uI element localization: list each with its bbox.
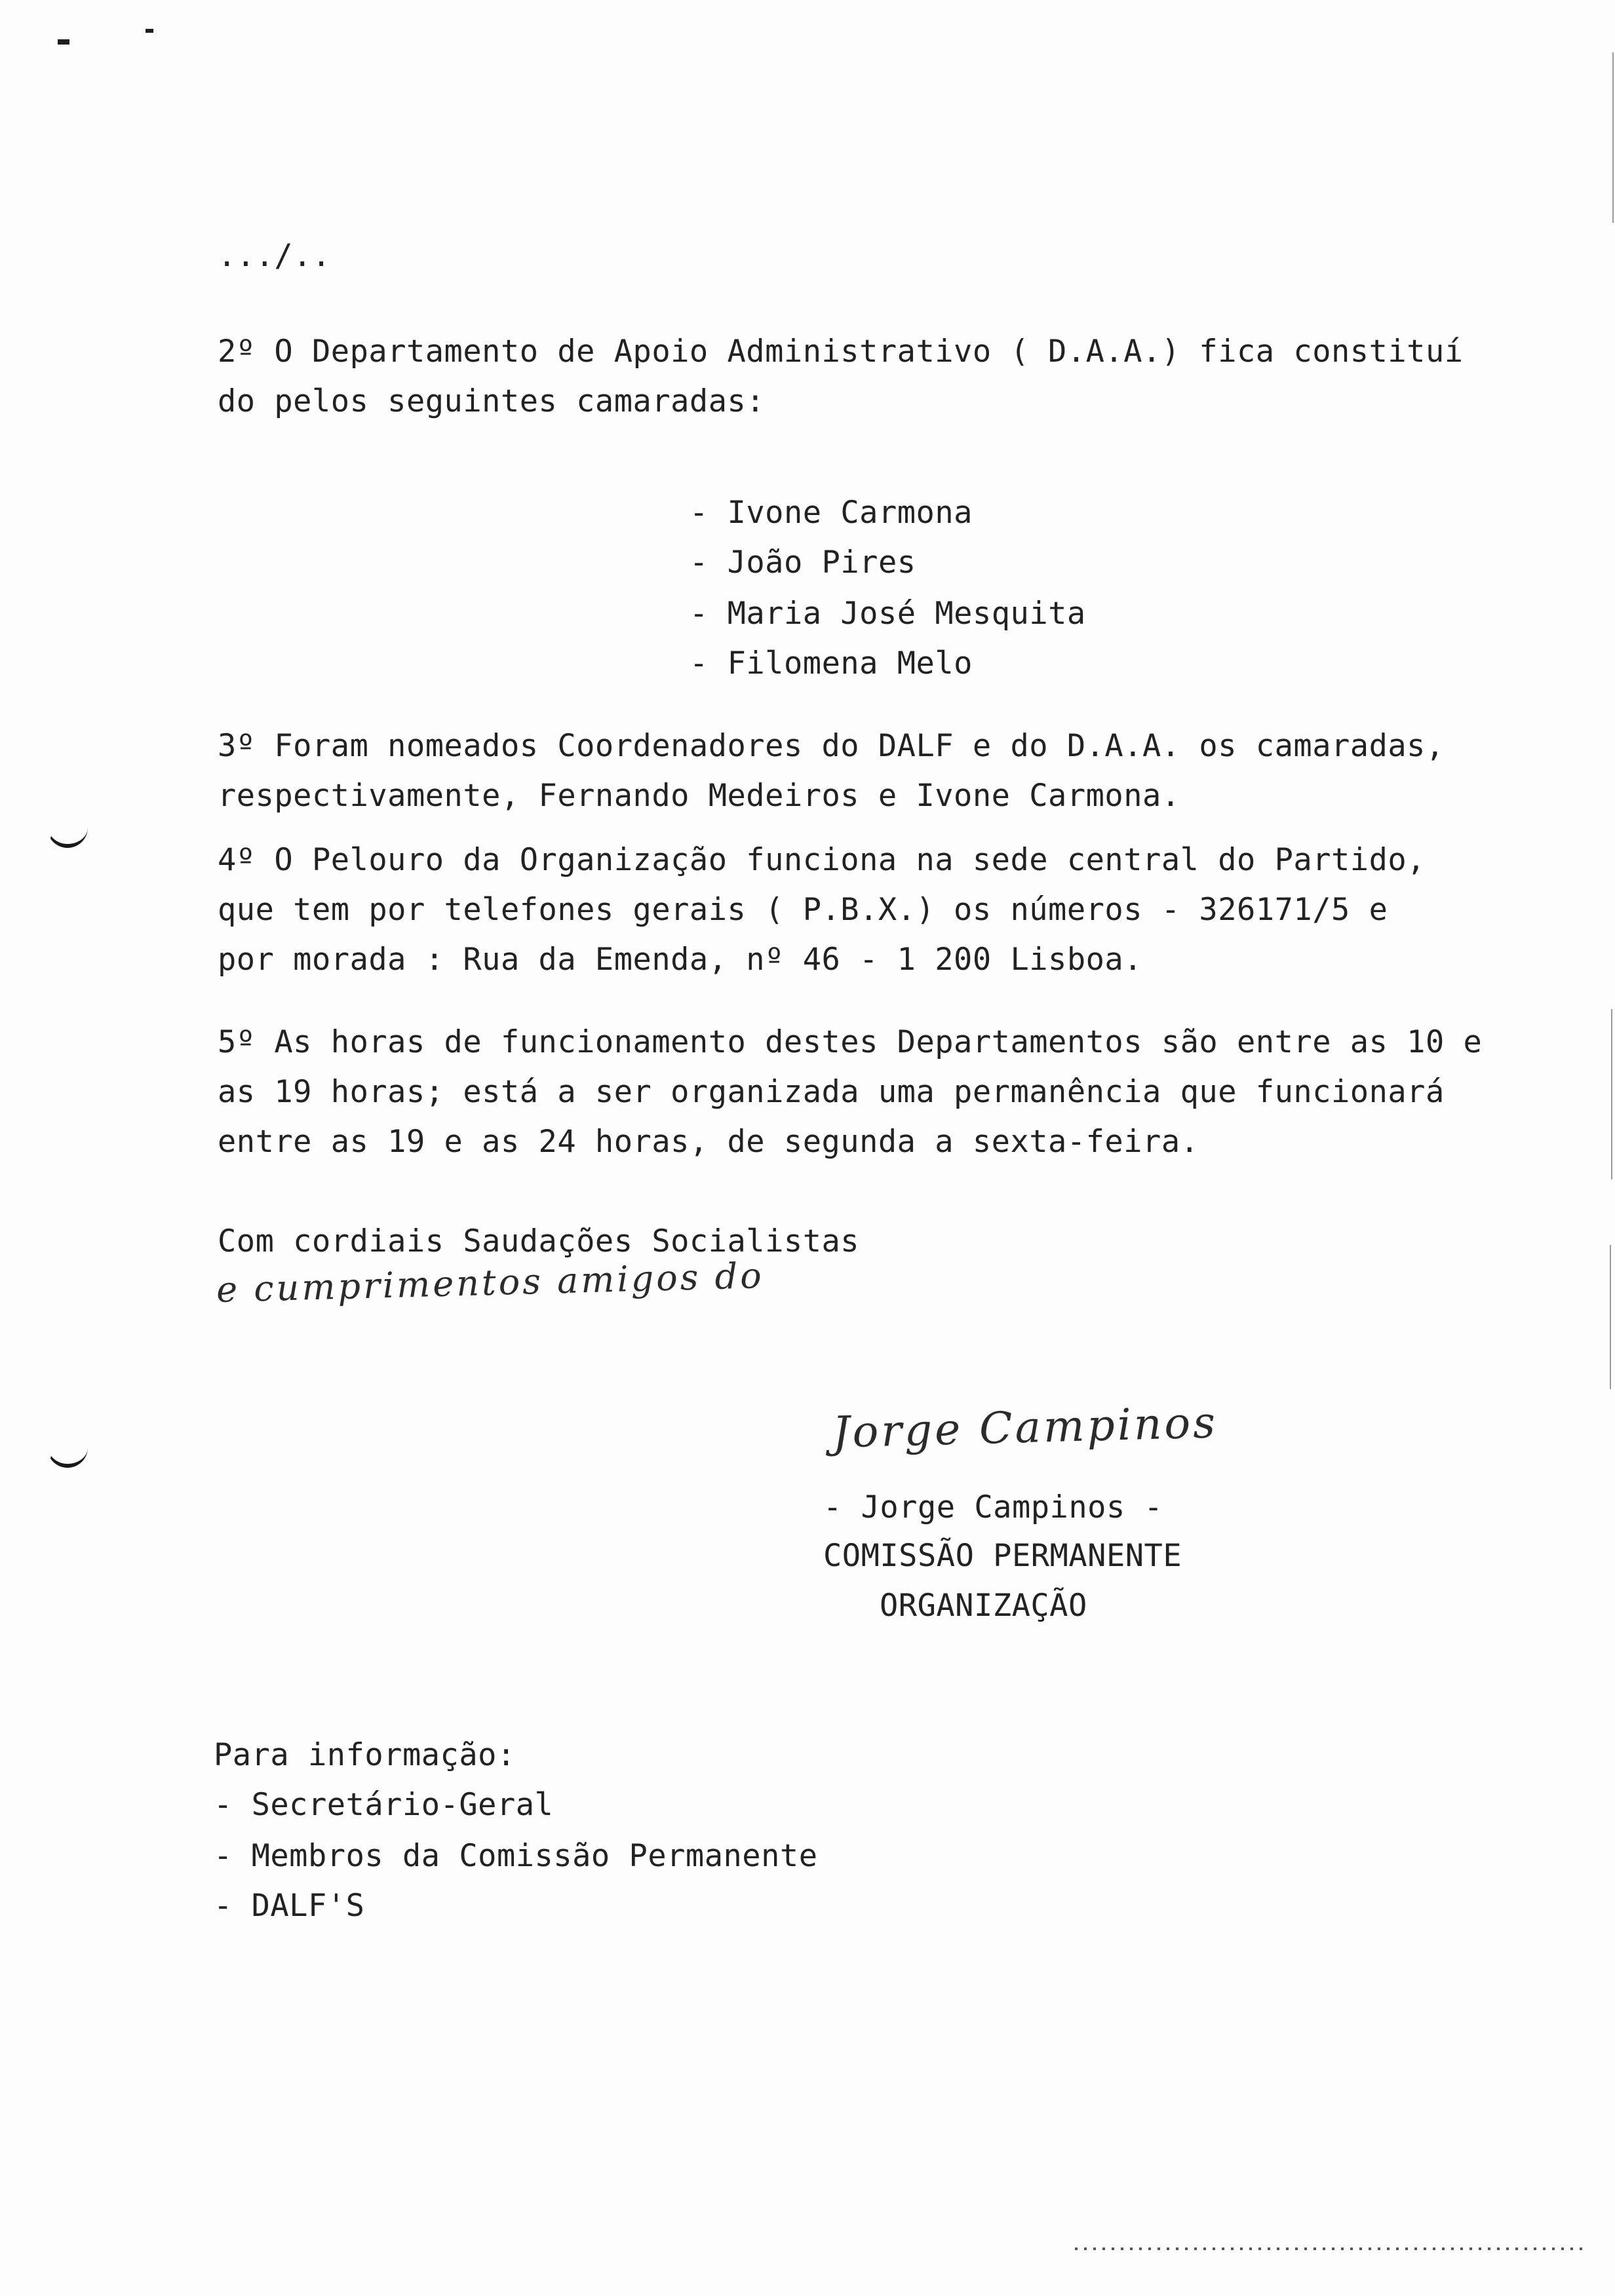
item5-line2: as 19 horas; está a ser organizada uma permanência que funcionará [218, 1074, 1445, 1110]
scan-edge-line-upper [1612, 52, 1614, 223]
item4-line2: que tem por telefones gerais ( P.B.X.) os números - 326171/5 e [218, 892, 1388, 928]
item2-line1: 2º O Departamento de Apoio Administrativo ( D.A.A.) fica constituí [218, 334, 1464, 370]
item5-line3: entre as 19 e as 24 horas, de segunda a sexta-feira. [218, 1124, 1199, 1160]
item5-line1: 5º As horas de funcionamento destes Departamentos são entre as 10 e [218, 1024, 1483, 1060]
member-list-item: - Ivone Carmona [690, 495, 973, 531]
signatory-role-line2: ORGANIZAÇÃO [880, 1588, 1087, 1624]
signatory-name: - Jorge Campinos - [823, 1489, 1163, 1525]
punch-hole-mark-lower [47, 1440, 88, 1468]
scan-edge-line-middle [1611, 1009, 1612, 1179]
signatory-role-line1: COMISSÃO PERMANENTE [823, 1538, 1182, 1574]
item2-line2: do pelos seguintes camaradas: [218, 383, 766, 419]
item3-line1: 3º Foram nomeados Coordenadores do DALF e do D.A.A. os camaradas, [218, 728, 1445, 764]
closing-salutation: Com cordiais Saudações Socialistas [218, 1223, 860, 1259]
scan-specks-bottom [1075, 2248, 1586, 2250]
member-list-item: - Filomena Melo [690, 645, 973, 681]
member-list-item: - Maria José Mesquita [690, 596, 1086, 632]
member-list-item: - João Pires [690, 545, 916, 581]
distribution-recipient: - Secretário-Geral [214, 1787, 554, 1823]
item4-line3: por morada : Rua da Emenda, nº 46 - 1 200 Lisboa. [218, 942, 1143, 978]
item4-line1: 4º O Pelouro da Organização funciona na sede central do Partido, [218, 842, 1426, 878]
scan-mark-top-left [58, 39, 69, 45]
continuation-marker: .../.. [218, 238, 331, 274]
distribution-recipient: - Membros da Comissão Permanente [214, 1838, 818, 1874]
handwritten-signature: Jorge Campinos [832, 1397, 1218, 1458]
distribution-heading: Para informação: [214, 1737, 516, 1773]
punch-hole-mark-upper [47, 820, 88, 848]
item3-line2: respectivamente, Fernando Medeiros e Ivone Carmona. [218, 778, 1180, 814]
handwritten-closing: e cumprimentos amigos do [216, 1255, 765, 1311]
scan-mark-top [146, 29, 153, 33]
distribution-recipient: - DALF'S [214, 1888, 365, 1924]
scan-edge-line-lower [1610, 1245, 1611, 1389]
